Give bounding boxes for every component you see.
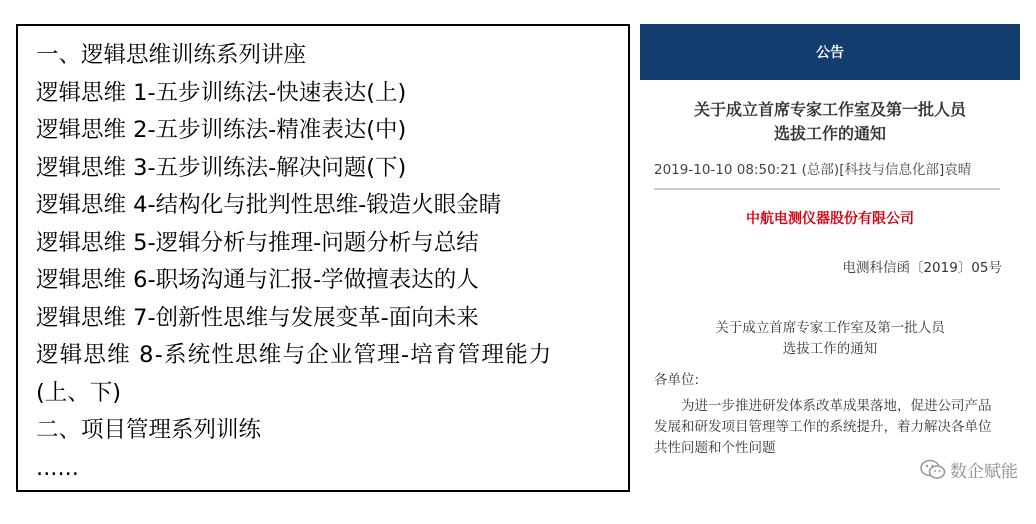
notice-subtitle bbox=[640, 318, 1020, 360]
list-heading: 一、逻辑思维训练系列讲座 bbox=[36, 42, 307, 68]
notice-title bbox=[652, 98, 1008, 146]
watermark bbox=[920, 457, 1018, 482]
list-ellipsis: ...... bbox=[36, 454, 79, 481]
notice-title-line: 选拔工作的通知 bbox=[773, 124, 886, 143]
list-item: 逻辑思维 5-逻辑分析与推理-问题分析与总结 bbox=[36, 229, 479, 256]
notice-company: 中航电测仪器股份有限公司 bbox=[746, 211, 914, 227]
list-item: 逻辑思维 8-系统性思维与企业管理-培育管理能力 bbox=[36, 342, 553, 368]
notice-title-line: 关于成立首席专家工作室及第一批人员 bbox=[693, 100, 966, 119]
list-item: 逻辑思维 6-职场沟通与汇报-学做擅表达的人 bbox=[36, 267, 479, 293]
notice-greeting: 各单位: bbox=[654, 372, 700, 388]
list-item: 逻辑思维 1-五步训练法-快速表达(上) bbox=[36, 79, 407, 106]
list-item: 逻辑思维 4-结构化与批判性思维-锻造火眼金睛 bbox=[36, 192, 502, 218]
notice-subtitle-line: 选拔工作的通知 bbox=[782, 341, 878, 357]
watermark-text: 数企赋能 bbox=[950, 462, 1018, 482]
list-item: 逻辑思维 3-五步训练法-解决问题(下) bbox=[36, 154, 407, 181]
divider bbox=[654, 188, 1000, 190]
notice-subtitle-line: 关于成立首席专家工作室及第一批人员 bbox=[715, 320, 945, 336]
notice-screenshot bbox=[640, 24, 1020, 482]
list-item: 逻辑思维 7-创新性思维与发展变革-面向未来 bbox=[36, 304, 479, 331]
list-heading: 二、项目管理系列训练 bbox=[36, 417, 262, 443]
course-list-panel bbox=[16, 24, 630, 492]
notice-meta: 2019-10-10 08:50:21 (总部)[科技与信息化部]袁晴 bbox=[654, 162, 972, 178]
notice-doc-number: 电测科信函〔2019〕05号 bbox=[842, 260, 1002, 276]
notice-body: 为进一步推进研发体系改革成果落地，促进公司产品发展和研发项目管理等工作的系统提升，着力解决各单位共性问题和个性问题 bbox=[654, 398, 992, 456]
wechat-icon bbox=[920, 459, 946, 481]
list-item: 逻辑思维 2-五步训练法-精准表达(中) bbox=[36, 117, 407, 143]
list-item-continuation: (上、下) bbox=[36, 379, 122, 406]
notice-header: 公告 bbox=[640, 24, 1020, 80]
